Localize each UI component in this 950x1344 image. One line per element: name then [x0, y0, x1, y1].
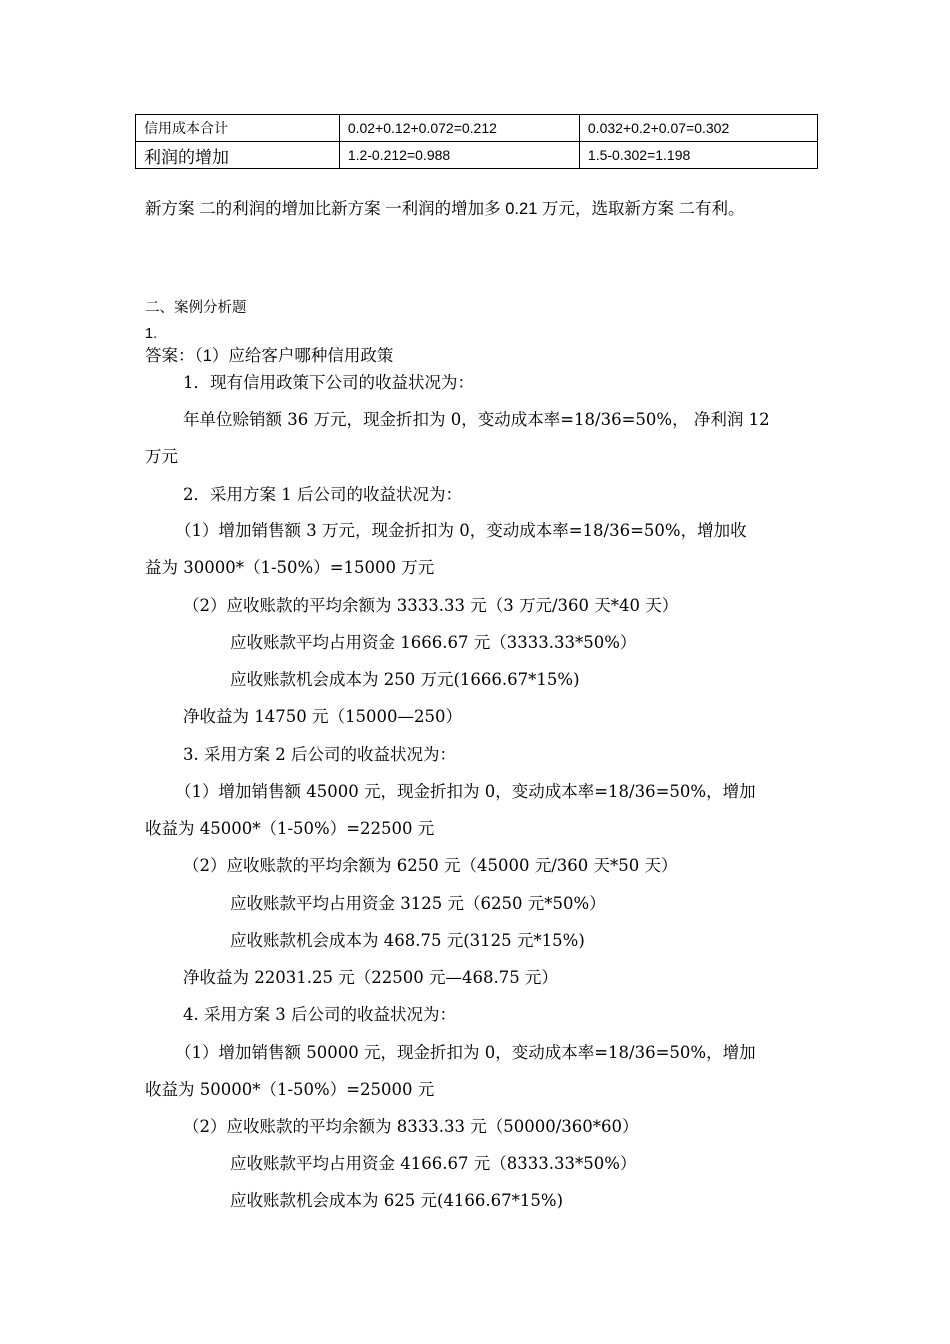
body-line: （2）应收账款的平均余额为 3333.33 元（3 万元/360 天*40 天） [183, 596, 679, 615]
answer-header: 答案：（1）应给客户哪种信用政策 [145, 347, 394, 365]
body-line: 净收益为 22031.25 元（22500 元—468.75 元） [183, 968, 558, 987]
body-line: （2）应收账款的平均余额为 8333.33 元（50000/360*60） [183, 1117, 639, 1136]
table-cell: 1.2-0.212=0.988 [339, 142, 579, 169]
table-cell: 1.5-0.302=1.198 [579, 142, 817, 169]
table-cell: 0.032+0.2+0.07=0.302 [579, 115, 817, 142]
body-line: （1）增加销售额 45000 元，现金折扣为 0，变动成本率=18/36=50%，增加 [175, 782, 756, 801]
body-line: 应收账款机会成本为 250 万元(1666.67*15%) [230, 670, 580, 689]
body-line: 应收账款平均占用资金 3125 元（6250 元*50%） [230, 894, 606, 913]
table-row [136, 142, 818, 169]
section-title: 二、案例分析题 [145, 300, 247, 316]
body-line: 净收益为 14750 元（15000—250） [183, 707, 462, 726]
table-cell: 0.02+0.12+0.072=0.212 [339, 115, 579, 142]
body-line: （1）增加销售额 3 万元，现金折扣为 0，变动成本率=18/36=50%，增加收 [175, 521, 747, 540]
conclusion-text: 新方案 二的利润的增加比新方案 一利润的增加多 0.21 万元，选取新方案 二有利。 [145, 200, 745, 218]
credit-cost-table [135, 114, 818, 169]
body-line: 1．现有信用政策下公司的收益状况为： [183, 373, 474, 392]
body-line: （1）增加销售额 50000 元，现金折扣为 0，变动成本率=18/36=50%，增加 [175, 1043, 756, 1062]
body-line: 万元 [145, 447, 178, 466]
body-line: 收益为 45000*（1-50%）=22500 元 [145, 819, 435, 838]
body-line: 收益为 50000*（1-50%）=25000 元 [145, 1080, 435, 1099]
body-line: 年单位赊销额 36 万元，现金折扣为 0，变动成本率=18/36=50%， 净利润 12 [183, 410, 770, 429]
body-line: 应收账款平均占用资金 1666.67 元（3333.33*50%） [230, 633, 637, 652]
table-cell: 利润的增加 [136, 142, 340, 169]
body-line: 应收账款机会成本为 625 元(4166.67*15%) [230, 1191, 564, 1210]
body-line: 2．采用方案 1 后公司的收益状况为： [183, 485, 462, 504]
body-line: 应收账款机会成本为 468.75 元(3125 元*15%) [230, 931, 585, 950]
body-line: 益为 30000*（1-50%）=15000 万元 [145, 558, 435, 577]
item-number: 1. [145, 326, 158, 342]
body-line: 应收账款平均占用资金 4166.67 元（8333.33*50%） [230, 1154, 637, 1173]
table-row [136, 115, 818, 142]
table-cell: 信用成本合计 [136, 115, 340, 142]
body-line: 3. 采用方案 2 后公司的收益状况为： [183, 745, 456, 764]
body-line: 4. 采用方案 3 后公司的收益状况为： [183, 1005, 456, 1024]
body-line: （2）应收账款的平均余额为 6250 元（45000 元/360 天*50 天） [183, 856, 678, 875]
